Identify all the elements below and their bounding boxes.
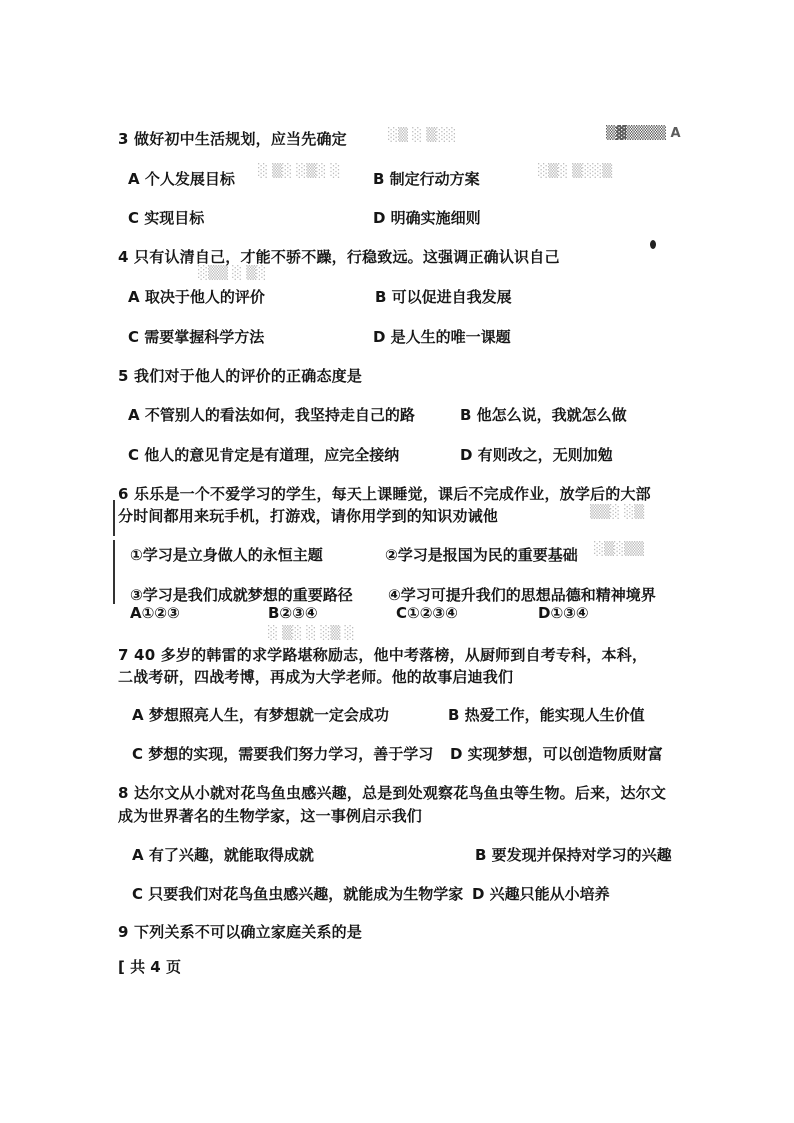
page-count-footer: [ 共 4 页 [118, 958, 181, 976]
scanned-exam-page [118, 108, 688, 978]
question-5-stem: 5 我们对于他人的评价的正确态度是 [118, 367, 363, 385]
question-4-stem: 4 只有认清自己，才能不骄不躁，行稳致远。这强调正确认识自己 [118, 248, 560, 266]
bleed-through-noise: ▒▓▒▒▒▒ A [606, 126, 681, 141]
question-6-stem-line-2: 分时间都用来玩手机，打游戏，请你用学到的知识劝诫他 [118, 507, 499, 525]
question-5-option-b: B 他怎么说，我就怎么做 [460, 406, 627, 424]
question-6-statement-3: ③学习是我们成就梦想的重要路径 [130, 586, 353, 604]
question-4-option-c: C 需要掌握科学方法 [128, 328, 265, 346]
question-8-option-c: C 只要我们对花鸟鱼虫感兴趣，就能成为生物学家 [132, 885, 464, 903]
question-7-option-c: C 梦想的实现，需要我们努力学习，善于学习 [132, 745, 434, 763]
binding-mark [113, 540, 120, 604]
question-5-option-c: C 他人的意见肯定是有道理，应完全接纳 [128, 446, 400, 464]
question-6-option-d: D①③④ [538, 604, 589, 622]
question-8-stem-line-2: 成为世界著名的生物学家，这一事例启示我们 [118, 807, 423, 825]
question-6-statement-4: ④学习可提升我们的思想品德和精神境界 [388, 586, 656, 604]
question-3-option-c: C 实现目标 [128, 209, 205, 227]
bleed-through-noise: ░▒░ ▒░░▒ [538, 164, 613, 179]
question-9-stem: 9 下列关系不可以确立家庭关系的是 [118, 923, 363, 941]
question-8-stem-line-1: 8 达尔文从小就对花鸟鱼虫感兴趣，总是到处观察花鸟鱼虫等生物。后来，达尔文 [118, 784, 667, 802]
question-6-statement-1: ①学习是立身做人的永恒主题 [130, 546, 323, 564]
question-4-option-d: D 是人生的唯一课题 [373, 328, 511, 346]
question-3-option-a: A 个人发展目标 [128, 170, 235, 188]
bleed-through-noise: ▒▒░ ░▒ [590, 505, 645, 520]
bleed-through-noise: ░ ▒░ ░▒░ ░ [258, 164, 341, 179]
question-3-option-b: B 制定行动方案 [373, 170, 480, 188]
question-7-stem-line-2: 二战考研，四战考博，再成为大学老师。他的故事启迪我们 [118, 668, 514, 686]
question-7-option-a: A 梦想照亮人生，有梦想就一定会成功 [132, 706, 389, 724]
question-8-option-d: D 兴趣只能从小培养 [472, 885, 610, 903]
question-8-option-a: A 有了兴趣，就能取得成就 [132, 846, 314, 864]
question-3-stem: 3 做好初中生活规划，应当先确定 [118, 130, 347, 148]
question-6-option-c: C①②③④ [396, 604, 458, 622]
question-3-option-d: D 明确实施细则 [373, 209, 481, 227]
question-7-stem-line-1: 7 40 多岁的韩雷的求学路堪称励志，他中考落榜，从厨师到自考专科，本科， [118, 646, 648, 664]
question-5-option-d: D 有则改之，无则加勉 [460, 446, 613, 464]
question-6-option-b: B②③④ [268, 604, 318, 622]
bleed-through-noise: ░▒ ░ ▒░░ [388, 128, 457, 143]
binding-mark [113, 500, 120, 536]
question-4-option-a: A 取决于他人的评价 [128, 288, 265, 306]
bleed-through-noise: ░▒▒ ░ ▒░ [198, 266, 267, 281]
ink-speck [650, 240, 656, 249]
question-4-option-b: B 可以促进自我发展 [375, 288, 512, 306]
question-6-option-a: A①②③ [130, 604, 180, 622]
question-8-option-b: B 要发现并保持对学习的兴趣 [475, 846, 672, 864]
question-6-stem-line-1: 6 乐乐是一个不爱学习的学生，每天上课睡觉，课后不完成作业，放学后的大部 [118, 485, 651, 503]
question-5-option-a: A 不管别人的看法如何，我坚持走自己的路 [128, 406, 415, 424]
question-6-statement-2: ②学习是报国为民的重要基础 [385, 546, 578, 564]
question-7-option-b: B 热爱工作，能实现人生价值 [448, 706, 645, 724]
bleed-through-noise: ░▒░▒▒ [594, 542, 644, 557]
bleed-through-noise: ░ ▒░ ░ ░▒ ░ [268, 626, 355, 641]
question-7-option-d: D 实现梦想，可以创造物质财富 [450, 745, 663, 763]
